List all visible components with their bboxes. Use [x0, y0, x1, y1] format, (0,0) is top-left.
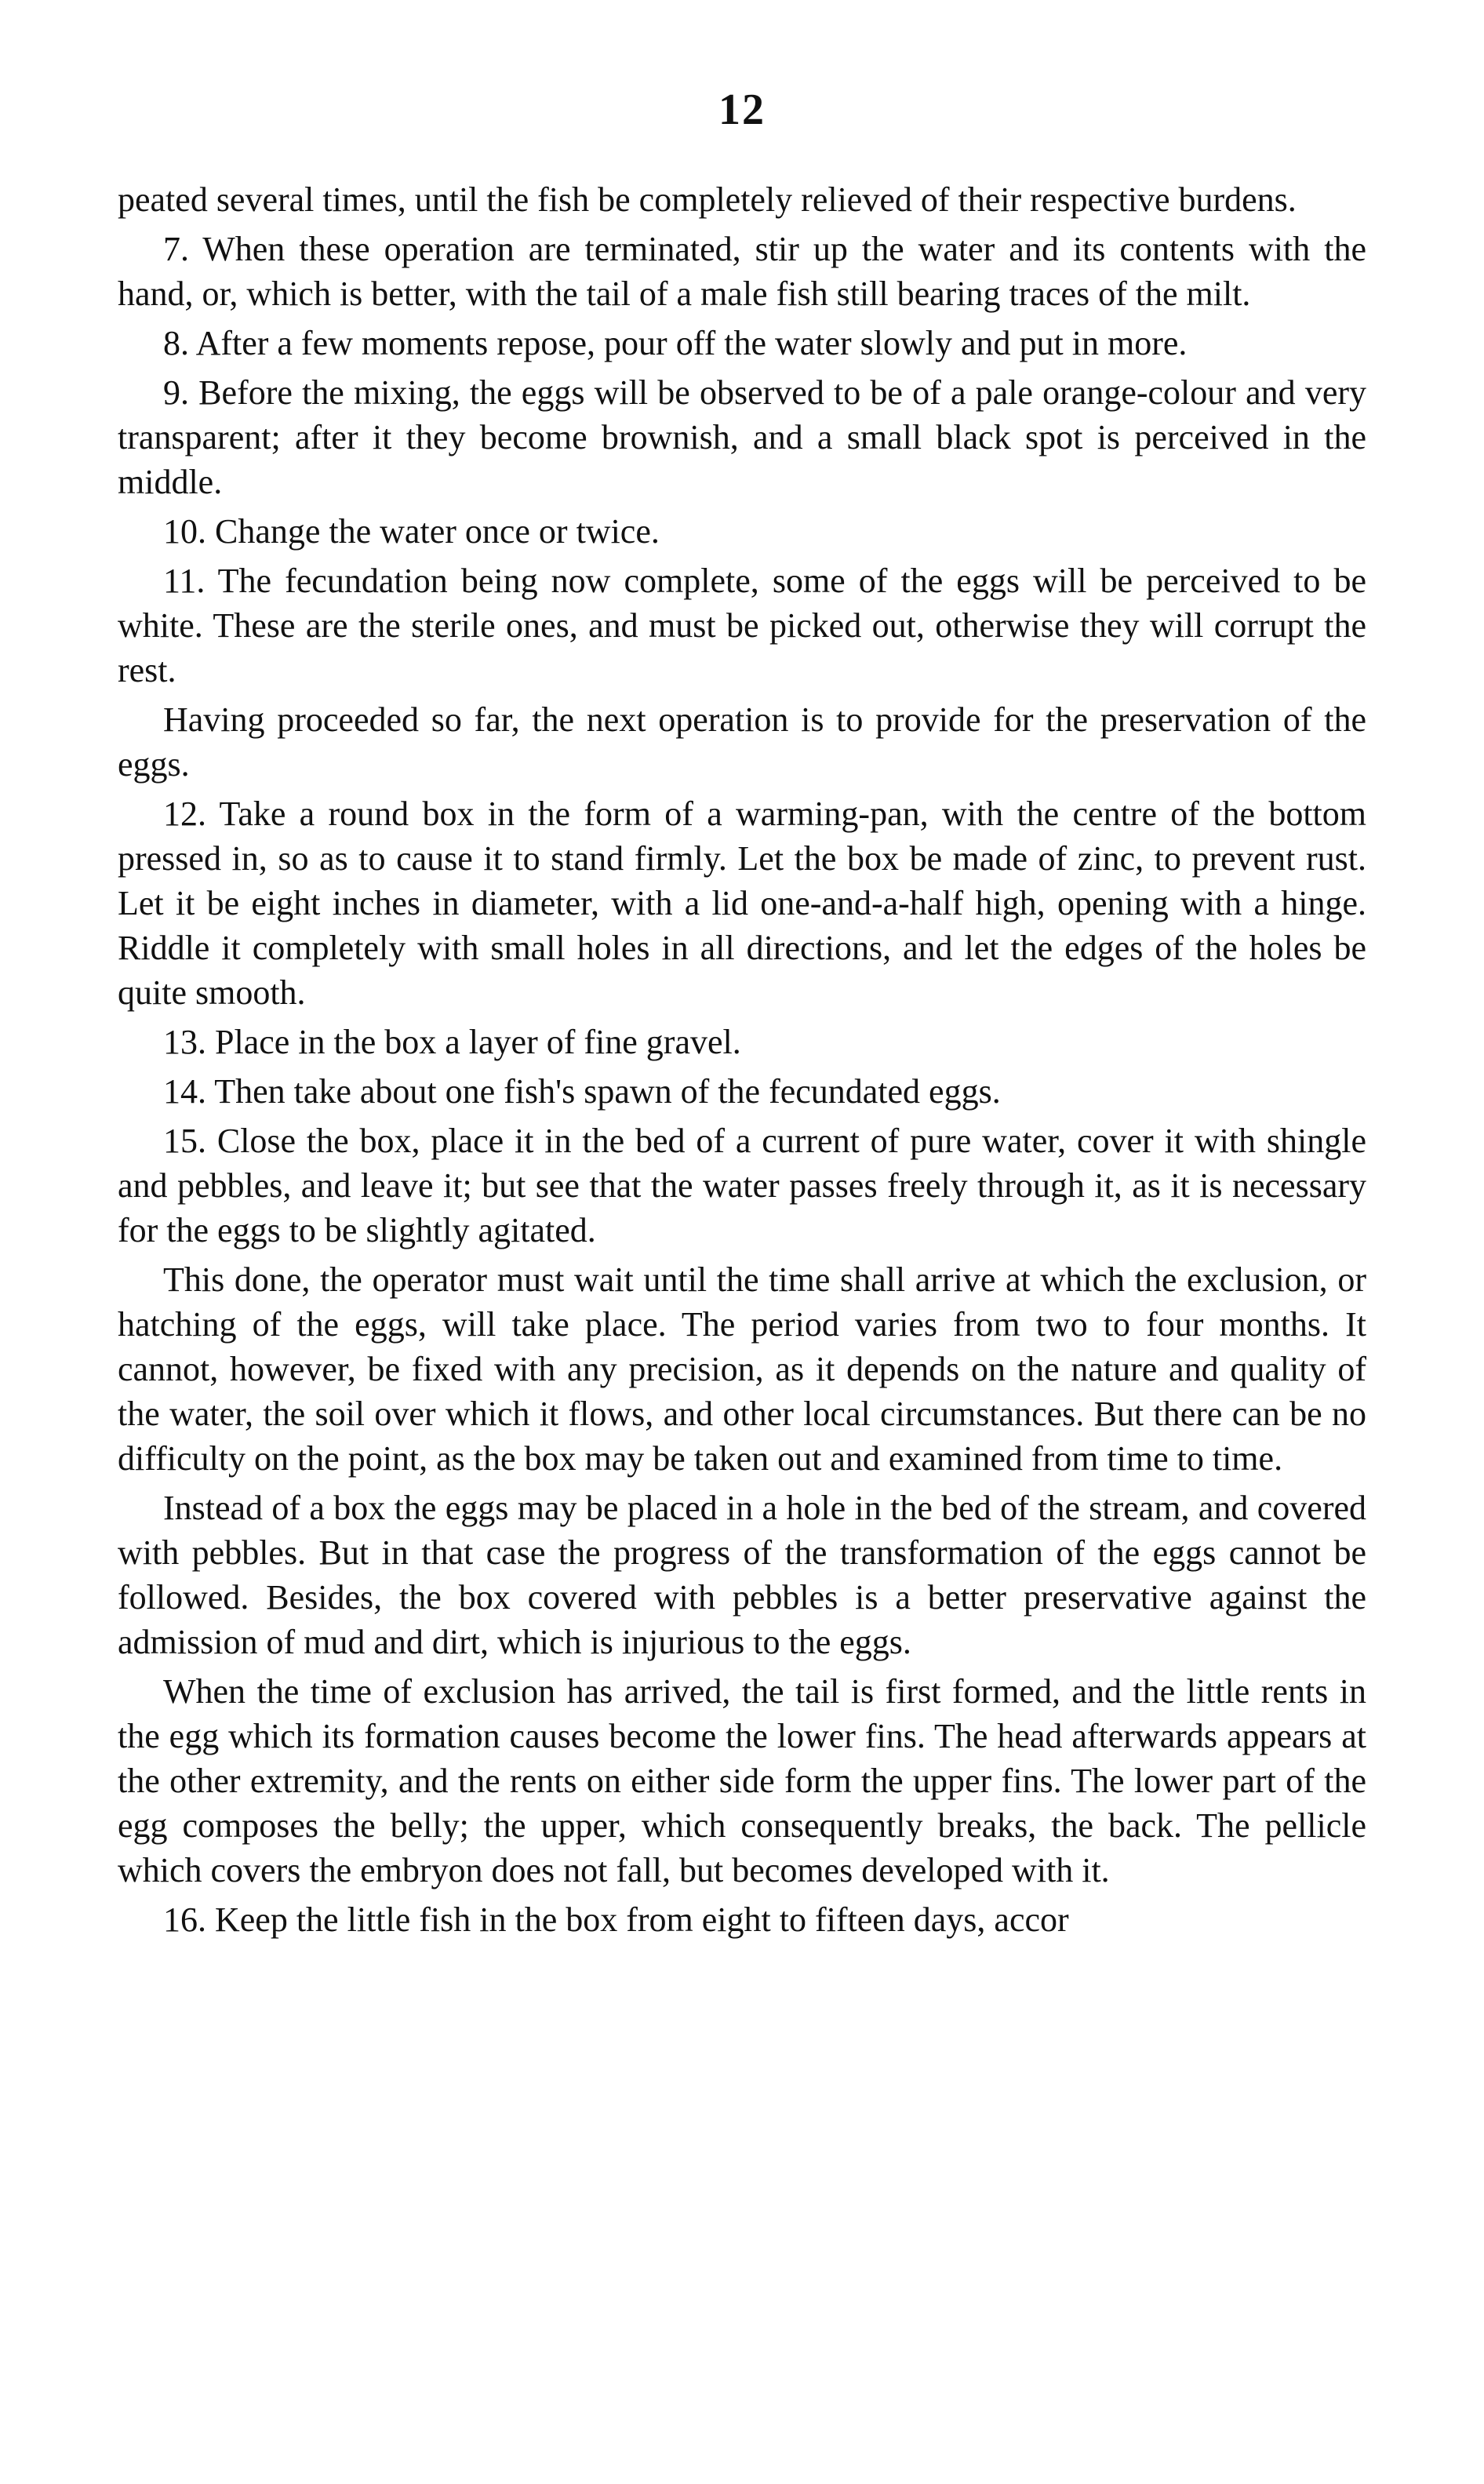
- paragraph-step-13: 13. Place in the box a layer of fine gravel.: [163, 1023, 741, 1061]
- paragraph-step-8: 8. After a few moments repose, pour off the water slowly and put in more.: [163, 324, 1188, 362]
- paragraph-step-11: 11. The fecundation being now complete, some of the eggs will be perceived to be white. These are the sterile ones, and must be picked out, otherwise they will corrupt the rest.: [118, 562, 1366, 689]
- body-text: [118, 177, 1366, 1947]
- paragraph-step-7: 7. When these operation are terminated, stir up the water and its contents with the hand, or, which is better, with the tail of a male fish still bearing traces of the milt.: [118, 230, 1366, 313]
- paragraph-step-14: 14. Then take about one fish's spawn of the fecundated eggs.: [163, 1072, 1001, 1111]
- paragraph-hole-alternative: Instead of a box the eggs may be placed in a hole in the bed of the stream, and covered with pebbles. But in that case the progress of the transformation of the eggs cannot be followed. Besides, the box covered with pebbles is a better preservative against the admission of mud and dirt, which is injurious to the eggs.: [118, 1489, 1366, 1661]
- paragraph-step-16: 16. Keep the little fish in the box from eight to fifteen days, accor: [163, 1900, 1069, 1939]
- paragraph-step-9: 9. Before the mixing, the eggs will be observed to be of a pale orange-colour and very transparent; after it they become brownish, and a small black spot is perceived in the middle.: [118, 373, 1366, 501]
- paragraph-step-10: 10. Change the water once or twice.: [163, 512, 660, 551]
- page-number: 12: [718, 85, 766, 134]
- paragraph-hatching-period: This done, the operator must wait until the time shall arrive at which the exclusion, or hatching of the eggs, will take place. The period varies from two to four months. It cannot, however, be fixed with any precision, as it depends on the nature and quality of the water, the soil over which it flows, and other local circumstances. But there can be no difficulty on the point, as the box may be taken out and examined from time to time.: [118, 1260, 1366, 1478]
- paragraph-preservation-intro: Having proceeded so far, the next operation is to provide for the preservation of the eggs.: [118, 700, 1366, 784]
- paragraph-continuation: peated several times, until the fish be completely relieved of their respective burdens.: [118, 180, 1297, 219]
- paragraph-step-12: 12. Take a round box in the form of a warming-pan, with the centre of the bottom pressed in, so as to cause it to stand firmly. Let the box be made of zinc, to prevent rust. Let it be eight inches in diameter, with a lid one-and-a-half high, opening with a hinge. Riddle it completely with small holes in all directions, and let the edges of the holes be quite smooth.: [118, 795, 1366, 1012]
- paragraph-step-15: 15. Close the box, place it in the bed of a current of pure water, cover it with shingle and pebbles, and leave it; but see that the water passes freely through it, as it is necessary for the eggs to be slightly agitated.: [118, 1122, 1366, 1249]
- paragraph-exclusion: When the time of exclusion has arrived, the tail is first formed, and the little rents in the egg which its formation causes become the lower fins. The head afterwards appears at the other extremity, and the rents on either side form the upper fins. The lower part of the egg composes the belly; the upper, which consequently breaks, the back. The pellicle which covers the embryon does not fall, but becomes developed with it.: [118, 1672, 1366, 1889]
